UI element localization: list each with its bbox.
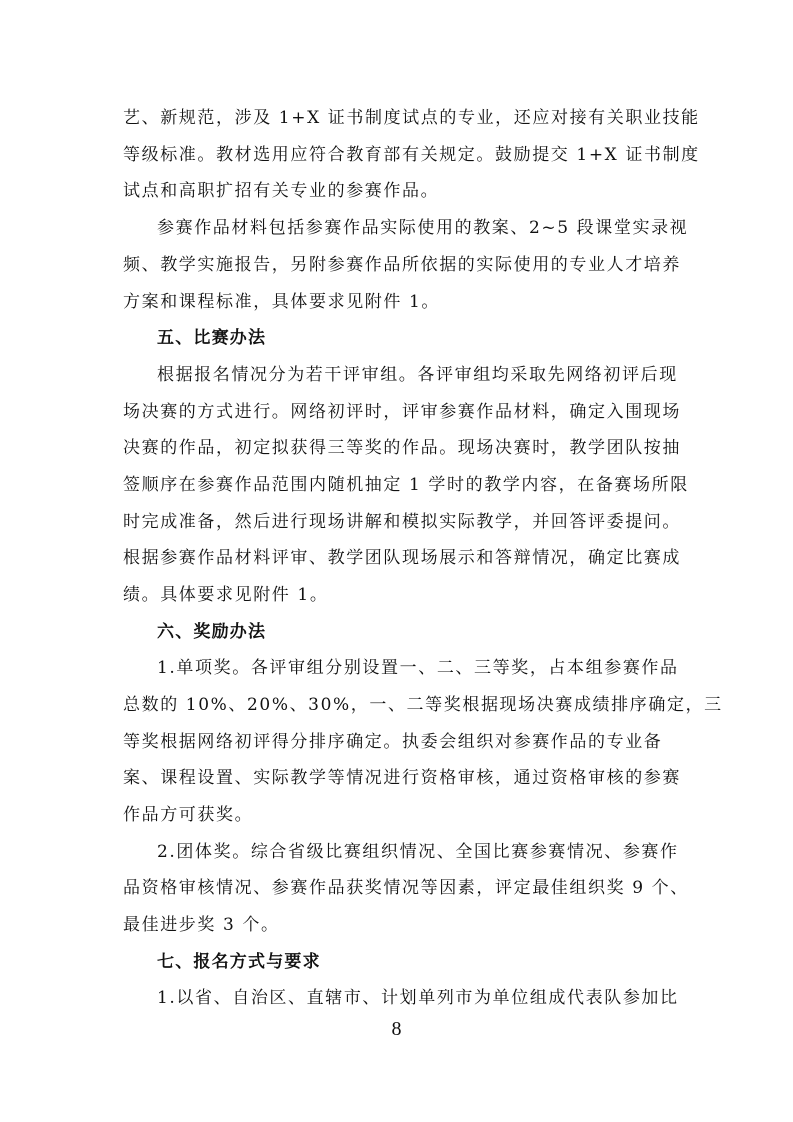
- body-text-line: 作品方可获奖。: [123, 805, 254, 825]
- body-text-line: 决赛的作品，初定拟获得三等奖的作品。现场决赛时，教学团队按抽: [123, 438, 681, 458]
- body-text-line: 场决赛的方式进行。网络初评时，评审参赛作品材料，确定入围现场: [123, 402, 681, 422]
- section-heading: 七、报名方式与要求: [157, 952, 321, 972]
- body-text-line: 案、课程设置、实际教学等情况进行资格审核，通过资格审核的参赛: [123, 768, 681, 788]
- paragraph-first-line: 2.团体奖。综合省级比赛组织情况、全国比赛参赛情况、参赛作: [157, 842, 679, 862]
- body-text-line: 根据参赛作品材料评审、教学团队现场展示和答辩情况，确定比赛成: [123, 548, 681, 568]
- body-text-line: 总数的 10%、20%、30%，一、二等奖根据现场决赛成绩排序确定，三: [123, 695, 723, 715]
- body-text-line: 等级标准。教材选用应符合教育部有关规定。鼓励提交 1+X 证书制度: [123, 145, 700, 165]
- paragraph-first-line: 1.单项奖。各评审组分别设置一、二、三等奖，占本组参赛作品: [157, 658, 679, 678]
- page-number: 8: [391, 1018, 402, 1040]
- body-text-line: 频、教学实施报告，另附参赛作品所依据的实际使用的专业人才培养: [123, 255, 681, 275]
- paragraph-first-line: 根据报名情况分为若干评审组。各评审组均采取先网络初评后现: [157, 365, 678, 385]
- body-text-line: 时完成准备，然后进行现场讲解和模拟实际教学，并回答评委提问。: [123, 512, 681, 532]
- section-heading: 五、比赛办法: [157, 328, 267, 348]
- body-text-line: 试点和高职扩招有关专业的参赛作品。: [123, 181, 440, 201]
- body-text-line: 等奖根据网络初评得分排序确定。执委会组织对参赛作品的专业备: [123, 732, 663, 752]
- body-text-line: 品资格审核情况、参赛作品获奖情况等因素，评定最佳组织奖 9 个、: [123, 878, 689, 898]
- body-text-line: 绩。具体要求见附件 1。: [123, 585, 329, 605]
- body-text-line: 签顺序在参赛作品范围内随机抽定 1 学时的教学内容，在备赛场所限: [123, 475, 689, 495]
- body-text-line: 艺、新规范，涉及 1+X 证书制度试点的专业，还应对接有关职业技能: [123, 108, 700, 128]
- body-text-line: 最佳进步奖 3 个。: [123, 915, 280, 935]
- paragraph-first-line: 参赛作品材料包括参赛作品实际使用的教案、2~5 段课堂实录视: [157, 218, 689, 238]
- body-text-line: 方案和课程标准，具体要求见附件 1。: [123, 292, 441, 312]
- paragraph-first-line: 1.以省、自治区、直辖市、计划单列市为单位组成代表队参加比: [157, 988, 679, 1008]
- section-heading: 六、奖励办法: [157, 622, 267, 642]
